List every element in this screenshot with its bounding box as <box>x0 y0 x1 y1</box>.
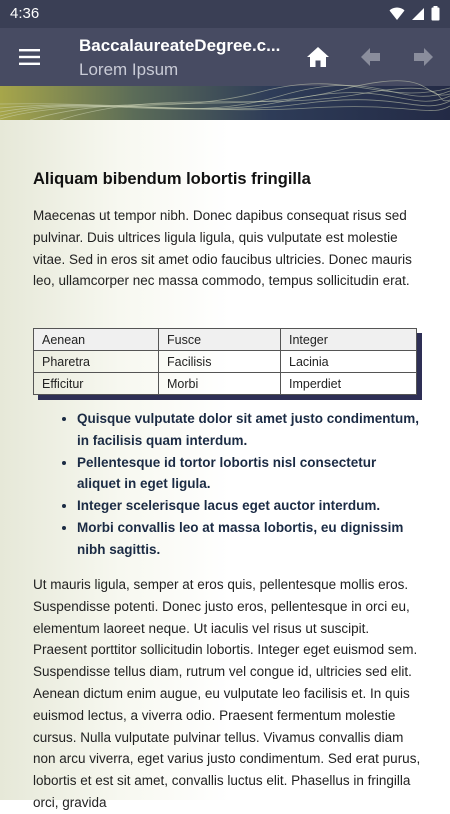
table-row <box>34 351 417 373</box>
battery-icon <box>431 6 440 26</box>
paragraph-2: Ut mauris ligula, semper at eros quis, pellentesque mollis eros. Suspendisse potenti. Donec justo eros, pellentesque in orci eu, elementum laoreet neque. Ut iaculis vel risus ut suscipit. Praesent porttitor sollicitudin lobortis. Integer eget euismod sem. Suspendisse tellus diam, rutrum vel congue id, ultricies sed elit. Aenean dictum enim augue, eu vulputate leo facilisis et. In quis euismod lectus, a viverra odio. Praesent fermentum molestie cursus. Nulla vulputate pulvinar tellus. Vivamus convallis diam non arcu viverra, eget varius justo condimentum. Sed erat purus, lobortis et est sit amet, convallis luctus elit. Phasellus in fringilla orci, gravida <box>33 577 421 810</box>
table-header-cell: Integer <box>281 329 417 351</box>
wifi-icon <box>389 7 405 26</box>
table-cell: Efficitur <box>34 373 159 395</box>
table-cell: Facilisis <box>159 351 281 373</box>
list-item: • Integer scelerisque lacus eget auctor interdum. <box>77 495 422 517</box>
status-time: 4:36 <box>10 5 40 22</box>
table-cell: Lacinia <box>281 351 417 373</box>
home-icon <box>306 46 330 68</box>
status-icons <box>389 6 440 26</box>
table-row <box>34 373 417 395</box>
bullet-list <box>77 408 422 561</box>
table-cell: Morbi <box>159 373 281 395</box>
hamburger-menu-icon <box>18 46 42 68</box>
app-bar <box>0 28 450 86</box>
article-heading: Aliquam bibendum lobortis fringilla <box>33 170 311 188</box>
decorative-banner <box>0 86 450 120</box>
app-title: BaccalaureateDegree.c... <box>79 36 281 55</box>
app-subtitle: Lorem Ipsum <box>79 60 179 79</box>
data-table <box>33 328 417 395</box>
list-item: • Quisque vulputate dolor sit amet justo condimentum, in facilisis quam interdum. <box>77 408 422 452</box>
status-bar <box>0 0 450 28</box>
table-cell: Pharetra <box>34 351 159 373</box>
table-header-cell: Fusce <box>159 329 281 351</box>
menu-button[interactable] <box>18 46 42 68</box>
paragraph-1: Maecenas ut tempor nibh. Donec dapibus consequat risus sed pulvinar. Duis ultrices ligula ligula, quis vulputate est molestie vitae. Sed in eros sit amet odio faucibus ultricies. Donec mauris leo, ullamcorper nec massa commodo, tempus sollicitudin erat. <box>33 208 412 289</box>
table-cell: Imperdiet <box>281 373 417 395</box>
arrow-left-icon <box>360 47 382 67</box>
app-title-block <box>79 36 289 82</box>
list-item: • Morbi convallis leo at massa lobortis, eu dignissim nibh sagittis. <box>77 517 422 561</box>
back-button[interactable] <box>357 43 385 71</box>
arrow-right-icon <box>412 47 434 67</box>
home-button[interactable] <box>304 43 332 71</box>
cell-signal-icon <box>411 7 425 26</box>
list-item: • Pellentesque id tortor lobortis nisl consectetur aliquet in eget ligula. <box>77 452 422 496</box>
forward-button[interactable] <box>409 43 437 71</box>
table-header-row <box>34 329 417 351</box>
article-content[interactable] <box>0 120 450 810</box>
table-header-cell: Aenean <box>34 329 159 351</box>
